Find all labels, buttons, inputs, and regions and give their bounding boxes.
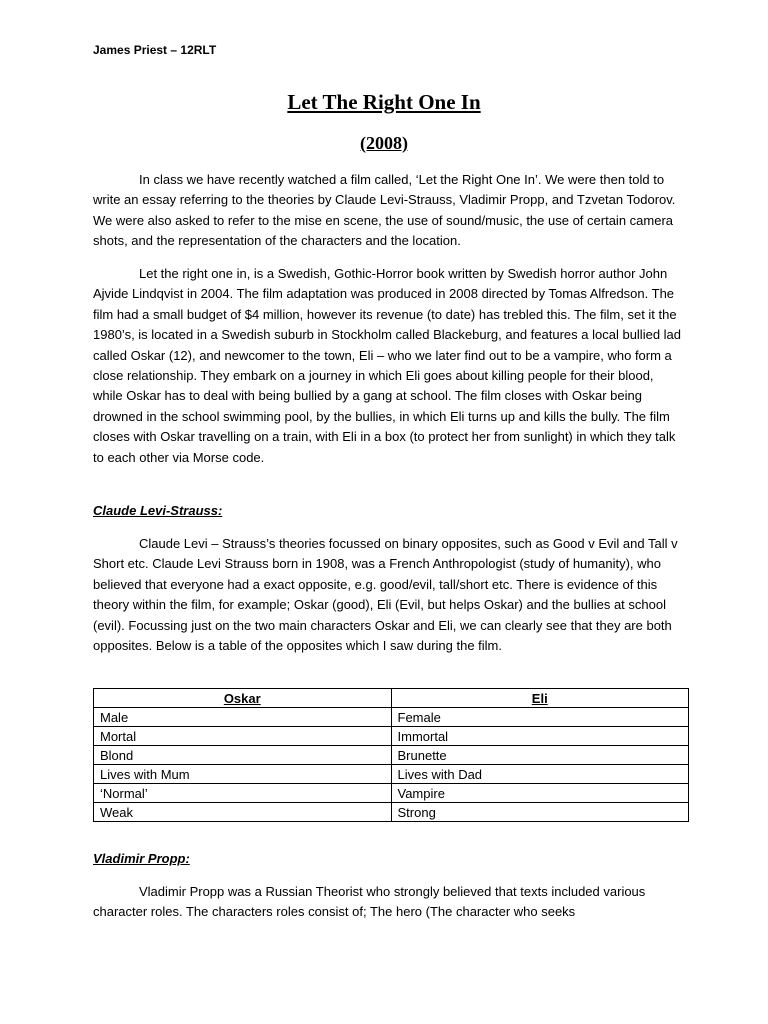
opposites-table xyxy=(93,688,689,822)
document-title: Let The Right One In xyxy=(287,90,481,114)
table-header-cell: Oskar xyxy=(94,689,392,708)
paragraph-propp: Vladimir Propp was a Russian Theorist who strongly believed that texts included various character roles. The characters roles consist of; The hero (The character who seeks xyxy=(93,884,646,920)
table-header-cell: Eli xyxy=(391,689,689,708)
table-row xyxy=(94,803,689,822)
table-row xyxy=(94,784,689,803)
table-row xyxy=(94,765,689,784)
table-row xyxy=(94,746,689,765)
table-cell: Blond xyxy=(94,746,392,765)
document-year: (2008) xyxy=(360,133,408,153)
table-cell: Strong xyxy=(391,803,689,822)
paragraph-levi-strauss: Claude Levi – Strauss’s theories focussed on binary opposites, such as Good v Evil and Tall v Short etc. Claude Levi Strauss born in 1908, was a French Anthropologist (study of humanity), who believed that everyone had a exact opposite, e.g. good/evil, tall/short etc. There is evidence of this theory within the film, for example; Oskar (good), Eli (Evil, but helps Oskar) and the bullies at school (evil). Focussing just on the two main characters Oskar and Eli, we can clearly see that they are both opposites. Below is a table of the opposites which I saw during the film. xyxy=(93,536,678,654)
table-cell: Weak xyxy=(94,803,392,822)
heading-levi-strauss: Claude Levi-Strauss: xyxy=(93,503,223,518)
heading-propp: Vladimir Propp: xyxy=(93,851,190,866)
table-cell: ‘Normal’ xyxy=(94,784,392,803)
paragraph-summary: Let the right one in, is a Swedish, Gothic-Horror book written by Swedish horror author John Ajvide Lindqvist in 2004. The film adaptation was produced in 2008 directed by Tomas Alfredson. The film had a small budget of $4 million, however its revenue (to date) has trebled this. The film, set it the 1980’s, is located in a Swedish suburb in Stockholm called Blackeburg, and features a local bullied lad called Oskar (12), and newcomer to the town, Eli – who we later find out to be a vampire, who form a close relationship. They embark on a journey in which Eli goes about killing people for their blood, while Oskar has to deal with being bullied by a gang at school. The film closes with Oskar being drowned in the school swimming pool, by the bullies, in which Eli turns up and kills the bully. The film closes with Oskar travelling on a train, with Eli in a box (to protect her from sunlight) in which they talk to each other via Morse code. xyxy=(93,266,682,465)
table-cell: Female xyxy=(391,708,689,727)
table-row xyxy=(94,708,689,727)
table-cell: Mortal xyxy=(94,727,392,746)
table-cell: Lives with Mum xyxy=(94,765,392,784)
author-line: James Priest – 12RLT xyxy=(93,43,217,57)
table-cell: Immortal xyxy=(391,727,689,746)
table-cell: Vampire xyxy=(391,784,689,803)
paragraph-intro: In class we have recently watched a film called, ‘Let the Right One In’. We were then told to write an essay referring to the theories by Claude Levi-Strauss, Vladimir Propp, and Tzvetan Todorov. We were also asked to refer to the mise en scene, the use of sound/music, the use of certain camera shots, and the representation of the characters and the location. xyxy=(93,172,676,249)
table-cell: Male xyxy=(94,708,392,727)
table-cell: Lives with Dad xyxy=(391,765,689,784)
table-row xyxy=(94,727,689,746)
table-cell: Brunette xyxy=(391,746,689,765)
table-header-row xyxy=(94,689,689,708)
